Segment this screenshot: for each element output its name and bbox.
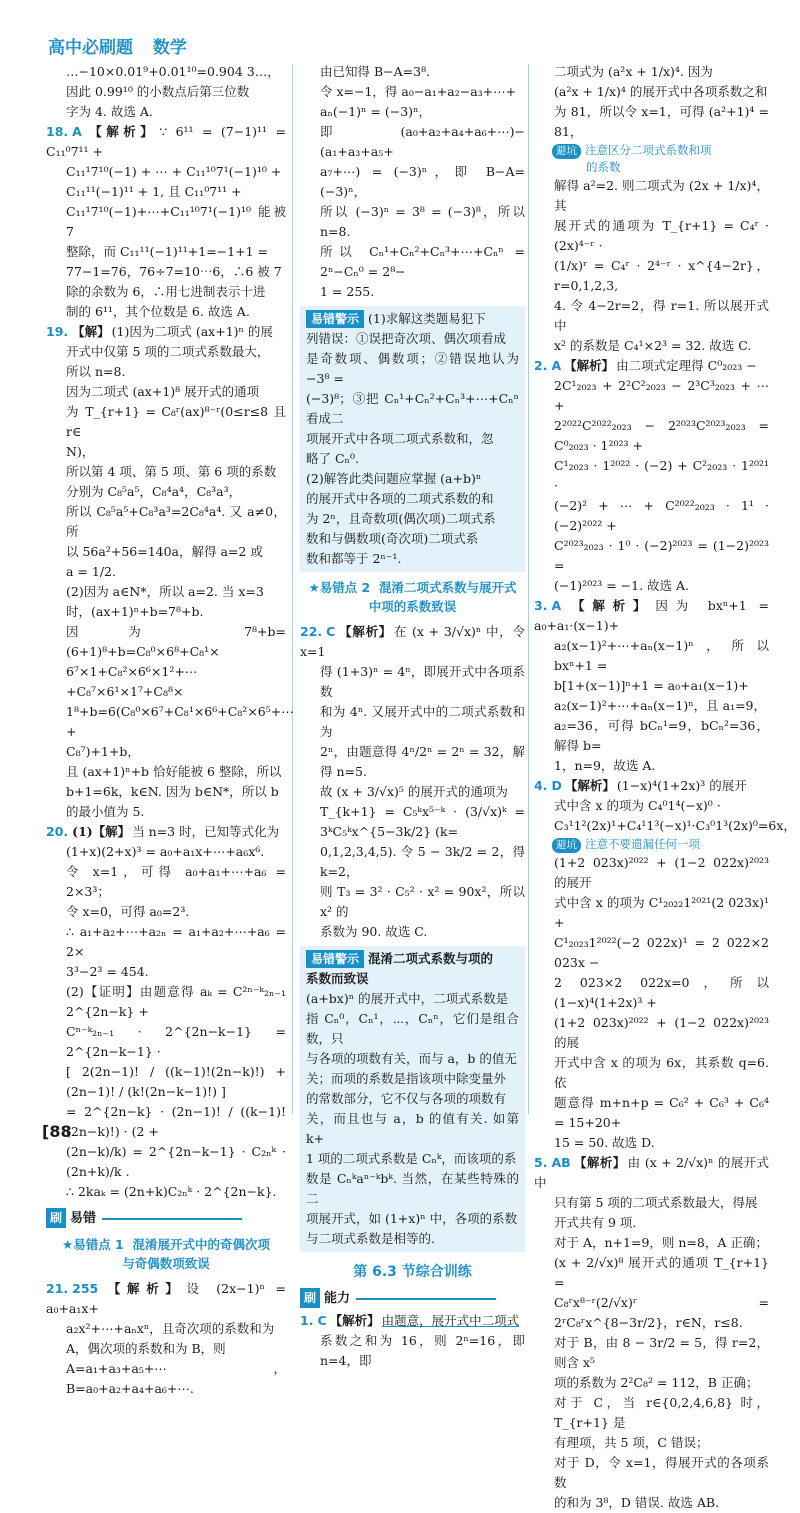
text-line: 是奇数项、偶数项；②错误地认为 −3⁸ = — [306, 351, 519, 386]
analysis-tag: 【解析】 — [329, 1313, 380, 1328]
text-line: C₃¹1²(2x)¹+C₄¹1³(−x)¹·C₃⁰1³(2x)⁰=6x， — [554, 818, 796, 833]
column-divider-1 — [292, 64, 293, 1114]
solution-continuation-2 — [534, 176, 769, 356]
text-line: 与各项的项数有关，而与 a，b 的值无 — [306, 1051, 517, 1066]
text-line: 整除，而 C₁₁¹¹(−1)¹¹+1=−1+1 = — [66, 244, 268, 259]
text-line: (2n−k)/k) = 2^{2n−k−1} · C₂ₙᵏ · (2n+k)/k . — [66, 1144, 286, 1179]
text-line: a₂=36，可得 bCₙ¹=9，bCₙ²=36，解得 b= — [554, 718, 769, 753]
text-line: ∴ a₁+a₂+⋯+a₂ₙ = a₁+a₂+⋯+a₆ = 2× — [66, 924, 286, 959]
text-line: C₈ʳx⁸⁻ʳ(2/√x)ʳ = 2ʳC₈ʳx^{8−3r/2}，r∈N，r≤8. — [554, 1295, 769, 1330]
text-line: 对于 B，由 8 − 3r/2 = 5，得 r=2，则含 x⁵ — [554, 1335, 769, 1370]
text-line: a₇+⋯) = (−3)ⁿ，即 B−A=(−3)ⁿ， — [320, 164, 525, 199]
text-line: (1+2 023x)²⁰²² + (1−2 022x)²⁰²³ 的展 — [554, 1015, 769, 1050]
question-21 — [46, 1279, 286, 1399]
answer-choice: A — [551, 598, 562, 613]
question-1-first-line — [300, 1311, 525, 1331]
question-21-first-line — [46, 1279, 286, 1319]
text-line: 1，n=9，故选 A. — [554, 758, 656, 773]
text-line: 3³−2³ = 454. — [66, 964, 149, 979]
question-22 — [300, 622, 525, 942]
text-line: 因此 0.99¹⁰ 的小数点后第三位数 — [66, 84, 250, 99]
question-22-first-line — [300, 622, 525, 662]
text-line: C₁₁¹7¹⁰(−1)+⋯+C₁₁¹⁰7¹(−1)¹⁰ 能被 7 — [66, 204, 286, 239]
question-number: 19. — [46, 324, 69, 339]
text-line: C²⁰²³₂₀₂₃ · 1⁰ · (−2)²⁰²³ = (1−2)²⁰²³ = — [554, 538, 769, 573]
text-line: aₙ(−1)ⁿ = (−3)ⁿ， — [320, 104, 431, 119]
text-line: 项的系数为 2²C₈² = 112，B 正确； — [554, 1375, 759, 1390]
question-number: 20. — [46, 824, 69, 839]
text-line: = 2^{2n−k} · (2n−1)! / ((k−1)!(2n−k)!) · (2 + — [66, 1104, 286, 1139]
warning-first-line — [306, 949, 519, 969]
text-line: N)， — [66, 444, 95, 459]
question-4 — [534, 776, 796, 1153]
question-number: 22. — [300, 624, 323, 639]
question-18 — [46, 122, 286, 322]
text-line: (−3)⁸；③把 Cₙ¹+Cₙ²+Cₙ³+⋯+Cₙⁿ 看成二 — [306, 391, 519, 426]
text-line: 的和为 3⁸，D 错误. 故选 AB. — [554, 1495, 720, 1510]
text-line: 15 = 50. 故选 D. — [554, 1135, 655, 1150]
text-line: (a+bx)ⁿ 的展开式中，二项式系数是 — [306, 991, 509, 1006]
solution-tag: 【解】 — [72, 324, 110, 339]
text-line: (2)解答此类问题应掌握 (a+b)ⁿ — [306, 471, 482, 486]
text-line: 列错误：①误把奇次项、偶次项看成 — [306, 331, 507, 346]
error-point-title-2: 与奇偶数项致误 — [122, 1256, 210, 1271]
text-line: 因为 7⁸+b=(6+1)⁸+b=C₈⁰×6⁸+C₈¹× — [66, 624, 286, 659]
text-line: b+1=6k，k∈N. 因为 b∈N*，所以 b — [66, 784, 279, 799]
analysis-tag: 【解析】 — [84, 124, 158, 139]
analysis-tag: 【解析】 — [101, 1281, 185, 1296]
text-line: 2C¹₂₀₂₃ + 2²C²₂₀₂₃ − 2³C³₂₀₂₃ + ⋯ + — [554, 378, 769, 413]
brush-icon: 刷 — [300, 1288, 320, 1308]
text-line: 数是 Cₙᵏaⁿ⁻ᵏbᵏ. 当然，在某些特殊的二 — [306, 1171, 519, 1206]
answer-value: 255 — [72, 1281, 99, 1296]
text-line: 所以 C₈⁵a⁵+C₈³a³=2C₈⁴a⁴. 又 a≠0，所 — [66, 504, 286, 539]
text-line: 只有第 5 项的二项式系数最大，得展 — [554, 1195, 758, 1210]
section-bar-ability — [300, 1288, 525, 1309]
error-point-1 — [46, 1235, 286, 1273]
text-line: (2)【证明】由题意得 aₖ = C²ⁿ⁻ᵏ₂ₙ₋₁ 2^{2n−k} + — [66, 984, 286, 1019]
text-line: 解得 a²=2. 则二项式为 (2x + 1/x)⁴，其 — [554, 178, 769, 213]
solution-continuation — [300, 62, 525, 302]
question-number: 2. — [534, 358, 548, 373]
text-line: A，偶次项的系数和为 B，则 — [66, 1341, 226, 1356]
text-line: 1 项的二项式系数是 Cₙᵏ，而该项的系 — [306, 1151, 517, 1166]
pitfall-hint-2 — [534, 836, 769, 853]
analysis-tag: 【解析】 — [564, 778, 615, 793]
text-line: (x + 2/√x)⁸ 展开式的通项 T_{r+1} = — [554, 1255, 769, 1290]
text-line: b[1+(x−1)]ⁿ+1 = a₀+a₁(x−1)+ — [554, 678, 749, 693]
question-3-first-line — [534, 596, 769, 636]
question-2-first-line — [534, 356, 769, 376]
text-line: 令 x=−1，得 a₀−a₁+a₂−a₃+⋯+ — [320, 84, 517, 99]
page-header — [48, 38, 201, 62]
question-2-body — [534, 376, 769, 596]
subject-title: 数学 — [152, 38, 187, 58]
text-line: 开式中含 x 的项为 6x，其系数 q=6. 依 — [554, 1055, 769, 1090]
text-line: x² 的系数是 C₄¹×2³ = 32. 故选 C. — [554, 338, 752, 353]
text-line: Cⁿ⁻ᵏ₂ₙ₋₁ · 2^{2n−k−1} = 2^{2n−k−1} · — [66, 1024, 286, 1059]
question-5-first-line — [534, 1153, 769, 1193]
question-20 — [46, 822, 286, 1202]
text-line: C₁₁¹7¹⁰(−1) + ⋯ + C₁₁¹⁰7¹(−1)¹⁰ + — [66, 164, 282, 179]
text-line: 为 81，所以令 x=1，可得 (a²+1)⁴ = 81， — [554, 104, 769, 139]
pitfall-tag: 避坑 — [552, 838, 581, 853]
error-point-title: 混淆二项式系数与展开式 — [378, 580, 517, 595]
text-line: 时，(ax+1)ⁿ+b=7⁸+b. — [66, 604, 204, 619]
column-2 — [300, 62, 525, 1368]
warning-title: 混淆二项式系数与项的 — [368, 951, 494, 966]
text-line: 式中含 x 的项为 C¹₂₀₂₂1²⁰²¹(2 023x)¹ + — [554, 895, 769, 930]
question-3-body — [534, 636, 769, 776]
text-line: 制的 6¹¹，其个位数是 6. 故选 A. — [66, 304, 250, 319]
text-line: 除的余数为 6，∴用七进制表示十进 — [66, 284, 266, 299]
text-line: 指 Cₙ⁰，Cₙ¹，⋯，Cₙⁿ，它们是组合数，只 — [306, 1011, 519, 1046]
column-1 — [46, 62, 294, 1396]
text-line: 题意得 m+n+p = C₆² + C₆³ + C₆⁴ = 15+20+ — [554, 1095, 769, 1130]
text-line: 关，而且也与 a，b 的值有关. 如第 k+ — [306, 1111, 519, 1146]
question-3 — [534, 596, 769, 776]
warning-body — [306, 329, 519, 569]
answer-choice: D — [551, 778, 562, 793]
question-4-body-2 — [534, 853, 769, 1153]
question-5 — [534, 1153, 769, 1513]
question-1 — [300, 1311, 525, 1371]
text-line: 二项式为 (a²x + 1/x)⁴. 因为 — [554, 64, 713, 79]
text-line: 略了 Cₙ⁰. — [306, 451, 359, 466]
text-line: 设 (2x−1)ⁿ = a₀+a₁x+ — [46, 1281, 286, 1316]
text-line: 由题意，展开式中二项式 — [381, 1313, 520, 1328]
text-line: 2 023×2 022x=0，所以 (1−x)⁴(1+2x)³ + — [554, 975, 769, 1010]
warning-body — [306, 989, 519, 1249]
text-line: ∵ 6¹¹ = (7−1)¹¹ = C₁₁⁰7¹¹ + — [46, 124, 286, 159]
error-point-title-2: 中项的系数致误 — [368, 599, 457, 614]
text-line: 所以 Cₙ¹+Cₙ²+Cₙ³+⋯+Cₙⁿ = 2ⁿ−Cₙ⁰ = 2⁸− — [320, 244, 525, 279]
text-line: 由 (x + 2/√x)ⁿ 的展开式中 — [534, 1155, 769, 1190]
text-line: 以 56a²+56=140a，解得 a=2 或 — [66, 544, 263, 559]
text-line: 在 (x + 3/√x)ⁿ 中，令 x=1 — [300, 624, 525, 659]
error-warning-box-1 — [300, 306, 525, 572]
analysis-tag: 【解析】 — [573, 1155, 626, 1170]
error-point-label: ★易错点 2 — [308, 580, 371, 595]
text-line: a = 1/2. — [66, 564, 116, 579]
question-5-body — [534, 1193, 769, 1513]
section-bar-errors — [46, 1208, 286, 1229]
text-line: 展开式的通项为 T_{r+1} = C₄ʳ · (2x)⁴⁻ʳ · — [554, 218, 769, 253]
warning-first-line — [306, 309, 519, 329]
hint-line: 注意区分二项式系数和项 — [585, 143, 712, 157]
section-bar-label: 能力 — [324, 1291, 351, 1306]
question-number: 18. — [46, 124, 69, 139]
pitfall-hint-1 — [534, 142, 769, 176]
text-line: 令 x=1，可得 a₀+a₁+⋯+a₆ = 2×3³； — [66, 864, 286, 899]
text-line: a₂x²+⋯+aₙxⁿ，且奇次项的系数和为 — [66, 1321, 275, 1336]
question-19-first-line — [46, 322, 286, 342]
question-22-body — [300, 662, 525, 942]
warning-title-2: 系数而致误 — [306, 971, 369, 986]
text-line: 式中含 x 的项为 C₄⁰1⁴(−x)⁰ · — [554, 798, 721, 813]
section-bar-rule — [102, 1218, 242, 1220]
text-line: C₈⁷)+1+b， — [66, 744, 140, 759]
text-line: 与二项式系数是相等的. — [306, 1231, 435, 1246]
text-line: 由已知得 B−A=3⁸. — [320, 64, 431, 79]
text-line: (a²x + 1/x)⁴ 的展开式中各项系数之和 — [554, 84, 768, 99]
question-19-body — [46, 342, 294, 822]
question-number: 1. — [300, 1313, 314, 1328]
brush-icon: 刷 — [46, 1208, 66, 1228]
text-line: 关；而项的系数是指该项中除变量外 — [306, 1071, 507, 1086]
text-line: 故 (x + 3/√x)⁵ 的展开式的通项为 — [320, 784, 508, 799]
text-line: (1/x)ʳ = C₄ʳ · 2⁴⁻ʳ · x^{4−2r}，r=0,1,2,3, — [554, 258, 769, 293]
text-line: 为 2ⁿ，且奇数项(偶次项)二项式系 — [306, 511, 496, 526]
error-warning-box-2 — [300, 946, 525, 1252]
text-line: 对于 C，当 r∈{0,2,4,6,8} 时，T_{r+1} 是 — [554, 1395, 769, 1430]
text-line: 当 n=3 时，已知等式化为 — [132, 824, 280, 839]
text-line: 开式共有 9 项. — [554, 1215, 637, 1230]
question-number: 21. — [46, 1281, 69, 1296]
text-line: 得 (1+3)ⁿ = 4ⁿ，即展开式中各项系数 — [320, 664, 525, 699]
text-line: 对于 D，令 x=1，得展开式的各项系数 — [554, 1455, 769, 1490]
question-20-first-line — [46, 822, 286, 842]
analysis-tag: 【解析】 — [338, 624, 393, 639]
error-point-2 — [300, 578, 525, 616]
question-number: 5. — [534, 1155, 548, 1170]
text-line: 数和与偶数项(奇次项)二项式系 — [306, 531, 479, 546]
text-line: (1)因为二项式 (ax+1)ⁿ 的展 — [111, 324, 273, 339]
answer-choice: AB — [551, 1155, 571, 1170]
text-line: (2)因为 a∈N*，所以 a=2. 当 x=3 — [66, 584, 264, 599]
text-line: 因为二项式 (ax+1)⁸ 展开式的通项 — [66, 384, 260, 399]
error-point-label: ★易错点 1 — [62, 1237, 124, 1252]
column-divider-2 — [528, 64, 529, 1114]
text-line: C¹₂₀₂₃ · 1²⁰²² · (−2) + C²₂₀₂₃ · 1²⁰²¹ · — [554, 458, 769, 493]
solution-continuation — [46, 62, 286, 122]
text-line: a₂(x−1)²+⋯+aₙ(x−1)ⁿ，所以 bxⁿ+1 = — [554, 638, 769, 673]
text-line: 即 (a₀+a₂+a₄+a₆+⋯)−(a₁+a₃+a₅+ — [320, 124, 525, 159]
text-line: 系数之和为 16，则 2ⁿ=16，即 n=4，即 — [320, 1333, 525, 1368]
text-line: 77−1=76，76÷7=10⋯6，∴6 被 7 — [66, 264, 282, 279]
text-line: 项展开式，如 (1+x)ⁿ 中，各项的系数 — [306, 1211, 518, 1226]
text-line: 且 (ax+1)ⁿ+b 恰好能被 6 整除，所以 — [66, 764, 282, 779]
column-3 — [534, 62, 796, 1510]
hint-line: 注意不要遗漏任何一项 — [585, 837, 700, 851]
answer-choice: A — [551, 358, 562, 373]
question-2 — [534, 356, 769, 596]
question-4-first-line — [534, 776, 769, 796]
question-number: 3. — [534, 598, 548, 613]
question-19 — [46, 322, 294, 822]
text-line: 所以第 4 项、第 5 项、第 6 项的系数 — [66, 464, 277, 479]
error-point-title: 混淆展开式中的奇偶次项 — [132, 1237, 270, 1252]
text-line: 2²⁰²²C²⁰²²₂₀₂₃ − 2²⁰²³C²⁰²³₂₀₂₃ = C⁰₂₀₂₃ · 1²⁰²³ + — [554, 418, 769, 453]
question-20-body — [46, 842, 286, 1202]
text-line: 有理项，共 5 项，C 错误； — [554, 1435, 709, 1450]
text-line: 1⁸+b=6(C₈⁰×6⁷+C₈¹×6⁶+C₈²×6⁵+⋯+ — [66, 704, 294, 739]
text-line: 分别为 C₈⁵a⁵，C₈⁴a⁴，C₈³a³， — [66, 484, 242, 499]
question-number: 4. — [534, 778, 548, 793]
section-title: 第 6.3 节综合训练 — [353, 1264, 472, 1280]
answer-choice: A — [72, 124, 82, 139]
text-line: (1)求解这类题易犯下 — [368, 311, 486, 326]
text-line: 1 = 255. — [320, 284, 375, 299]
text-line: 2ⁿ，由题意得 4ⁿ/2ⁿ = 2ⁿ = 32，解得 n=5. — [320, 744, 525, 779]
analysis-tag: 【解析】 — [564, 598, 654, 613]
text-line: 4. 令 4−2r=2，得 r=1. 所以展开式中 — [554, 298, 769, 333]
text-line: 和为 4ⁿ. 又展开式中的二项式系数和为 — [320, 704, 525, 739]
text-line: 系数为 90. 故选 C. — [320, 924, 428, 939]
text-line: [ 2(2n−1)! / ((k−1)!(2n−k)!) + (2n−1)! / (k!(2n−k−1)!) ] — [66, 1064, 286, 1099]
text-line: (−2)² + ⋯ + C²⁰²²₂₀₂₃ · 1¹ · (−2)²⁰²² + — [554, 498, 769, 533]
warning-tag: 易错警示 — [306, 310, 364, 328]
text-line: a₂(x−1)²+⋯+aₙ(x−1)ⁿ，且 a₁=9， — [554, 698, 767, 713]
hint-line: 的系数 — [586, 160, 621, 174]
text-line: (1+2 023x)²⁰²² + (1−2 022x)²⁰²³ 的展开 — [554, 855, 769, 890]
text-line: 所以 n=8. — [66, 364, 126, 379]
section-bar-label: 易错 — [70, 1211, 97, 1226]
page-number-value: 88 — [49, 1122, 72, 1141]
text-line: 开式中仅第 5 项的二项式系数最大， — [66, 344, 270, 359]
text-line: C₁₁¹¹(−1)¹¹ + 1, 且 C₁₁⁰7¹¹ + — [66, 184, 242, 199]
text-line: 由二项式定理得 C⁰₂₀₂₃ − — [616, 358, 757, 373]
solution-tag: (1)【解】 — [72, 824, 131, 839]
question-4-body — [534, 796, 796, 836]
question-18-first-line — [46, 122, 286, 162]
text-line: ∴ 2kaₖ = (2n+k)C₂ₙᵏ · 2^{2n−k}. — [66, 1184, 277, 1199]
pitfall-tag: 避坑 — [552, 144, 581, 159]
question-18-body — [46, 162, 286, 322]
text-line: 对于 A，n+1=9，则 n=8，A 正确； — [554, 1235, 768, 1250]
text-line: 6⁷×1+C₈²×6⁶×1²+⋯+C₈⁷×6¹×1⁷+C₈⁸× — [66, 664, 198, 699]
text-line: 令 x=0，可得 a₀=2³. — [66, 904, 190, 919]
text-line: 的常数部分，它不仅与各项的项数有 — [306, 1091, 507, 1106]
answer-choice: C — [326, 624, 336, 639]
solution-continuation — [534, 62, 769, 142]
text-line: 的最小值为 5. — [66, 804, 145, 819]
text-line: 的展开式中各项的二项式系数的和 — [306, 491, 494, 506]
text-line: T_{k+1} = C₅ᵏx⁵⁻ᵏ · (3/√x)ᵏ = 3ᵏC₅ᵏx^{5−3k/2} (k= — [320, 804, 525, 839]
text-line: A=a₁+a₃+a₅+⋯，B=a₀+a₂+a₄+a₆+⋯. — [66, 1361, 286, 1396]
question-1-body — [300, 1331, 525, 1371]
text-line: …−10×0.01⁹+0.01¹⁰=0.904 3…， — [66, 64, 280, 79]
text-line: (−1)²⁰²³ = −1. 故选 A. — [554, 578, 689, 593]
text-line: (1+x)(2+x)³ = a₀+a₁x+⋯+a₆x⁶. — [66, 844, 265, 859]
book-title: 高中必刷题 — [48, 38, 133, 58]
analysis-tag: 【解析】 — [564, 358, 615, 373]
page-number — [42, 1122, 72, 1142]
text-line: 为 T_{r+1} = C₈ʳ(ax)⁸⁻ʳ(0≤r≤8 且 r∈ — [66, 404, 286, 439]
warning-tag: 易错警示 — [306, 950, 364, 968]
text-line: 项展开式中各项二项式系数和，忽 — [306, 431, 494, 446]
text-line: 则 T₃ = 3² · C₅² · x² = 90x²，所以 x² 的 — [320, 884, 525, 919]
answer-choice: C — [317, 1313, 327, 1328]
text-line: 因为 bxⁿ+1 = a₀+a₁·(x−1)+ — [534, 598, 769, 633]
text-line: 0,1,2,3,4,5). 令 5 − 3k/2 = 2，得 k=2， — [320, 844, 525, 879]
question-21-body — [46, 1319, 286, 1399]
text-line: C¹₂₀₂₃1²⁰²²(−2 022x)¹ = 2 022×2 023x − — [554, 935, 769, 970]
text-line: (1−x)⁴(1+2x)³ 的展开 — [616, 778, 747, 793]
text-line: 字为 4. 故选 A. — [66, 104, 153, 119]
text-line: 所以 (−3)ⁿ = 3⁸ = (−3)⁸，所以 n=8. — [320, 204, 525, 239]
section-bar-rule — [356, 1298, 496, 1300]
text-line: 数和都等于 2ⁿ⁻¹. — [306, 551, 402, 566]
